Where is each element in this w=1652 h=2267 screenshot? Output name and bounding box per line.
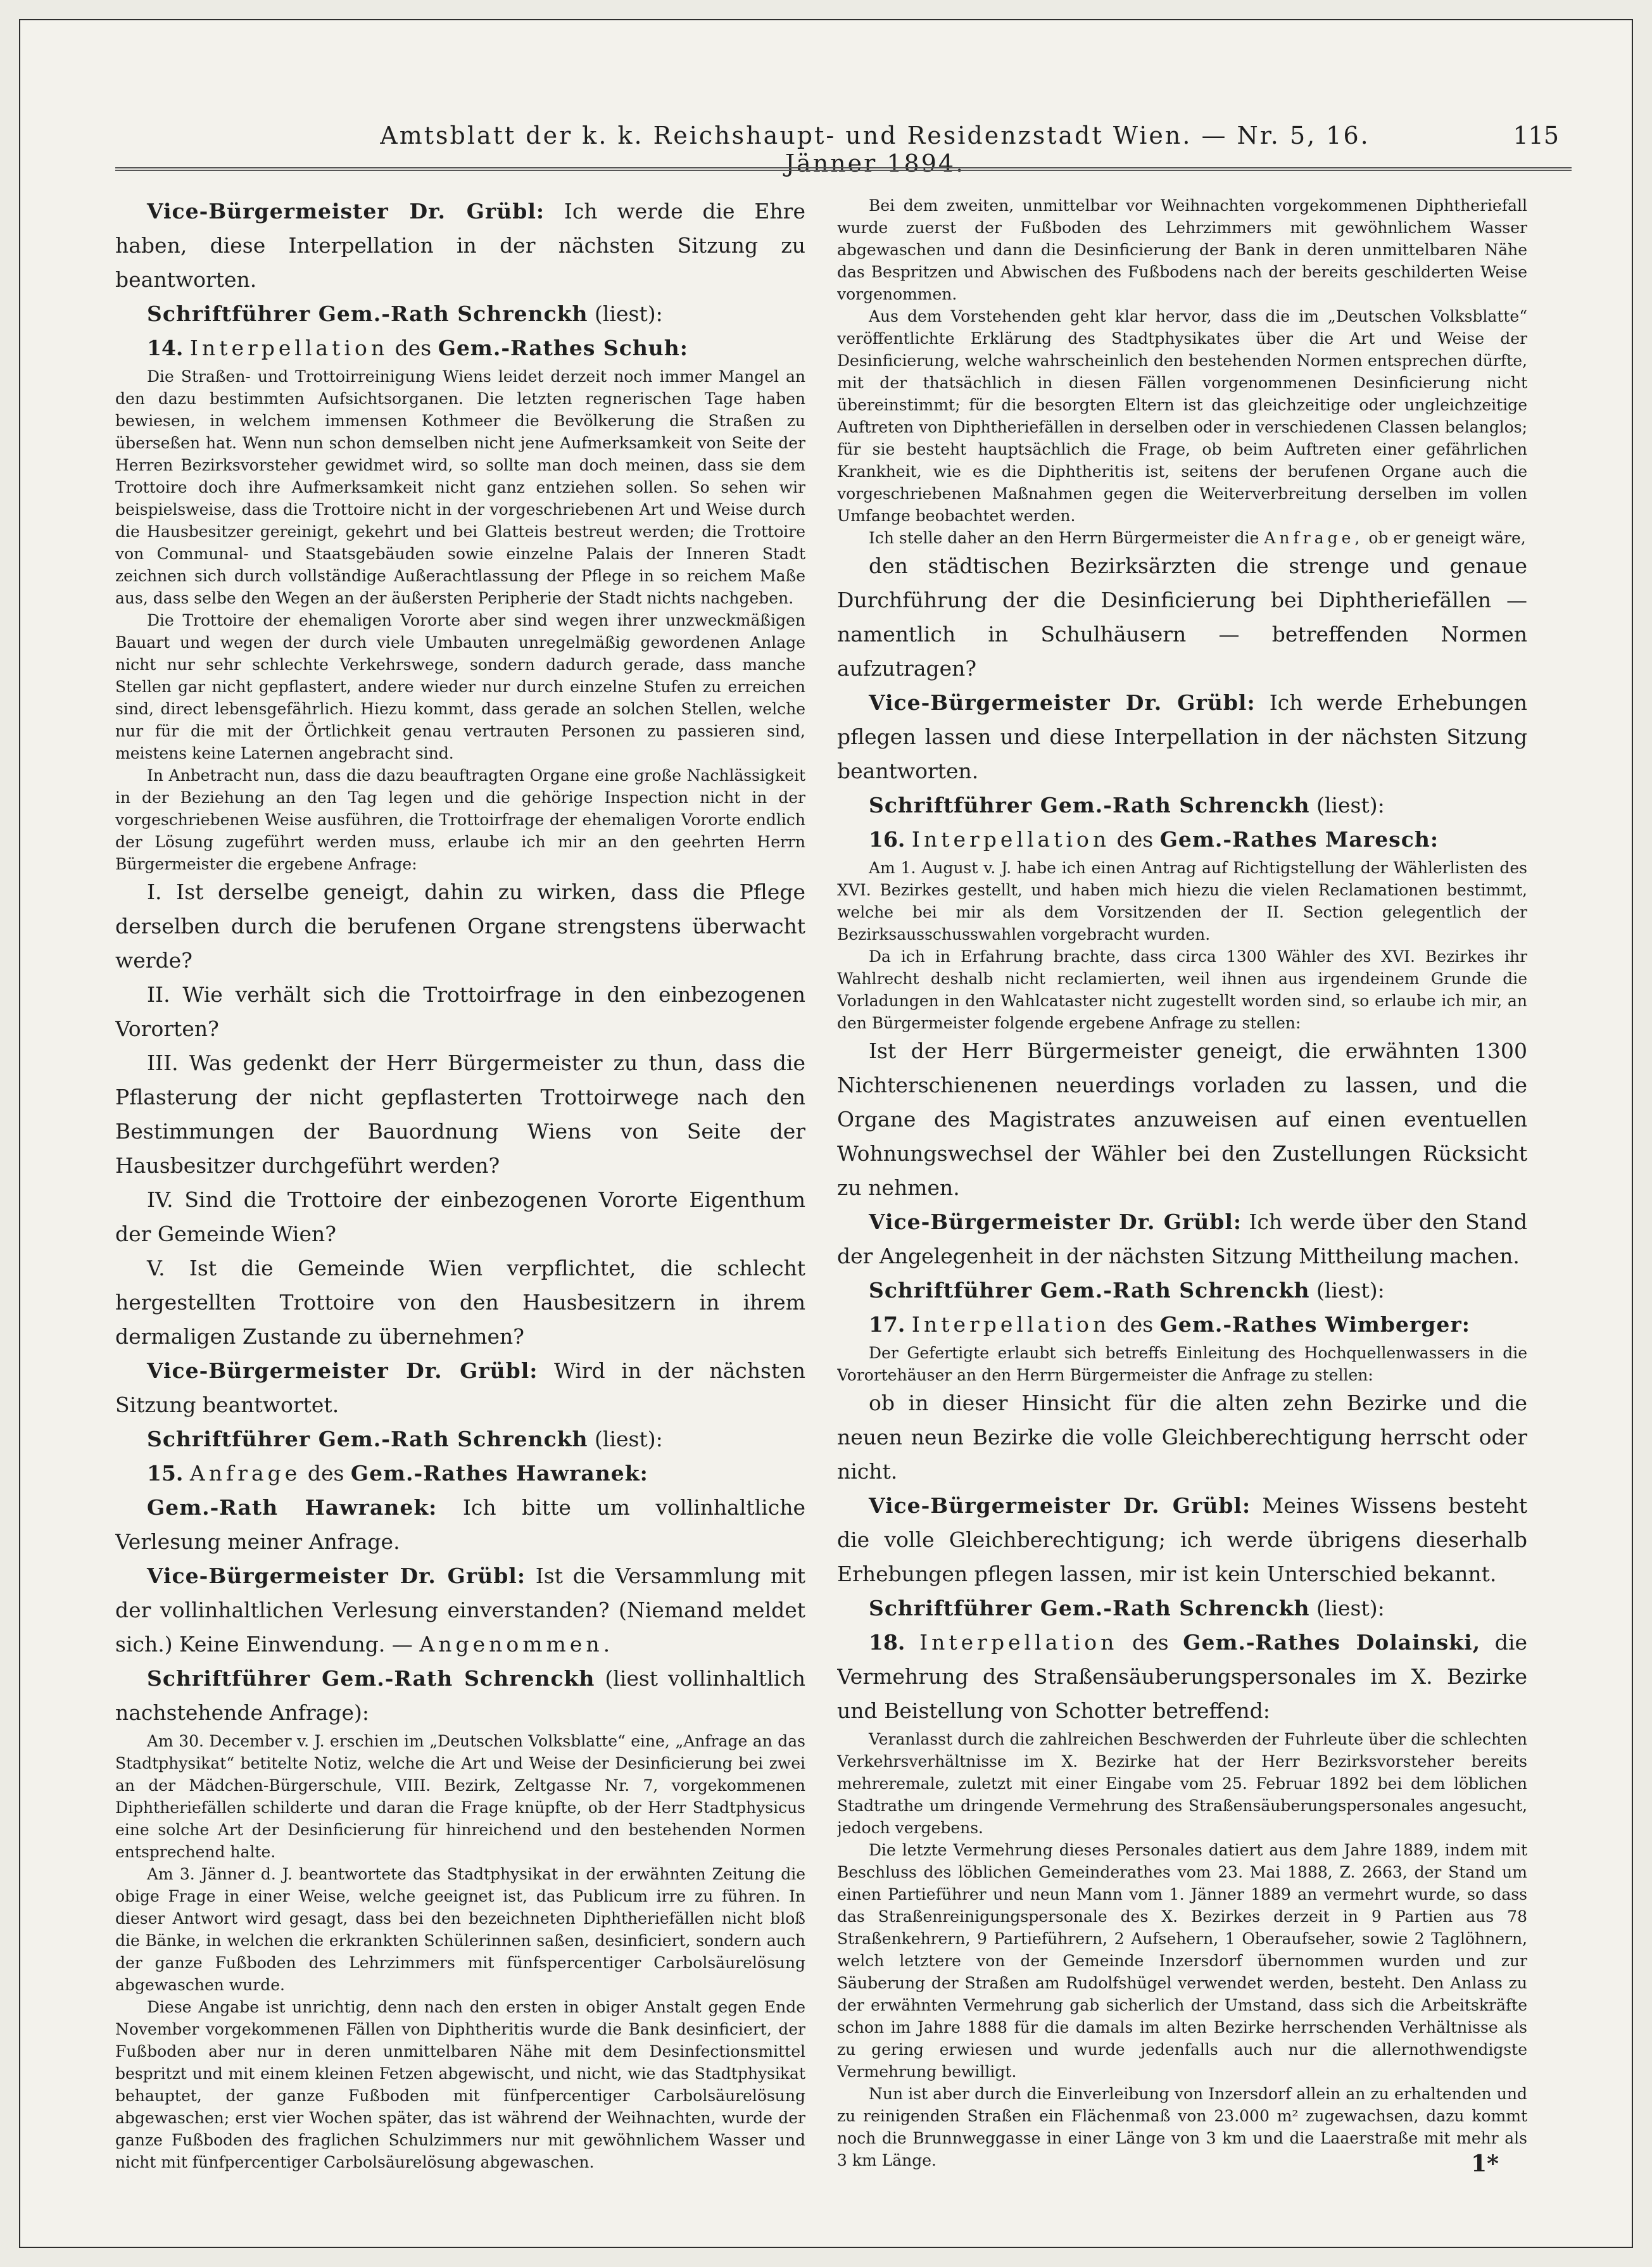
speaker: Schriftführer Gem.-Rath Schrenckh [869, 793, 1310, 818]
paragraph: Schriftführer Gem.-Rath Schrenckh (liest): [869, 793, 1385, 818]
body-text: Der Gefertigte erlaubt sich betreffs Einleitung des Hochquellenwassers in die Vorortehäuser an den Herrn Bürgermeister die Anfrage zu stellen: [837, 1344, 1527, 1384]
paragraph: Schriftführer Gem.-Rath Schrenckh (liest): [147, 301, 663, 326]
paragraph: Gem.-Rath Hawranek: Ich bitte um vollinhaltliche Verlesung meiner Anfrage. [115, 1495, 805, 1554]
newspaper-page [19, 19, 1633, 2248]
body-text: In Anbetracht nun, dass die dazu beauftragten Organe eine große Nachlässigkeit in der Beziehung an den Tag legen und die gehörige Inspection nicht in der vorgeschriebenen Weise ausführen, die Trottoirfrage der ehemaligen Vororte endlich der Lösung zugeführt werden muss, erlaube ich mir an den geehrten Herrn Bürgermeister die ergebene Anfrage: [115, 766, 805, 873]
section-heading-14: 14. Interpellation des Gem.-Rathes Schuh: [147, 336, 688, 360]
question: II. Wie verhält sich die Trottoirfrage in den einbezogenen Vororten? [115, 982, 805, 1041]
speaker: Schriftführer Gem.-Rath Schrenckh [869, 1596, 1310, 1620]
paragraph: Schriftführer Gem.-Rath Schrenckh (liest vollinhaltlich nachstehende Anfrage): [115, 1666, 805, 1725]
request-text: ob in dieser Hinsicht für die alten zehn Bezirke und die neuen neun Bezirke die volle Gleichberechtigung herrscht oder nicht. [837, 1391, 1527, 1484]
header-rule [115, 167, 1572, 171]
page-header [115, 122, 1572, 177]
speaker: Schriftführer Gem.-Rath Schrenckh [147, 301, 588, 326]
paragraph: Vice-Bürgermeister Dr. Grübl: Ist die Versammlung mit der vollinhaltlichen Verlesung einverstanden? (Niemand meldet sich.) Keine Einwendung. — Angenommen. [115, 1563, 805, 1657]
paragraph: Vice-Bürgermeister Dr. Grübl: Wird in der nächsten Sitzung beantwortet. [115, 1358, 805, 1417]
paragraph: Schriftführer Gem.-Rath Schrenckh (liest): [147, 1427, 663, 1451]
speaker: Vice-Bürgermeister Dr. Grübl: [147, 1358, 538, 1383]
speaker: Schriftführer Gem.-Rath Schrenckh [147, 1427, 588, 1451]
body-text: Da ich in Erfahrung brachte, dass circa 1300 Wähler des XVI. Bezirkes ihr Wahlrecht deshalb nicht reclamierten, weil ihnen aus irgendeinem Grunde die Vorladungen in den Wahlcataster nicht zugestellt worden sind, so erlaube ich mir, an den Bürgermeister folgende ergebene Anfrage zu stellen: [837, 947, 1527, 1032]
body-text: Am 1. August v. J. habe ich einen Antrag auf Richtigstellung der Wählerlisten des XVI. Bezirkes gestellt, und haben mich hiezu die vielen Reclamationen bestimmt, welche bei mir als dem Vorsitzenden der II. Section gelegentlich der Bezirksausschusswahlen vorgebracht wurden. [837, 859, 1527, 944]
signature-mark: 1* [1471, 2150, 1499, 2177]
speaker: Vice-Bürgermeister Dr. Grübl: [147, 199, 545, 224]
section-heading-18: 18. Interpellation des Gem.-Rathes Dolainski, die Vermehrung des Straßensäuberungspersonales im X. Bezirke und Beistellung von Schotter betreffend: [837, 1630, 1527, 1723]
request-text: den städtischen Bezirksärzten die strenge und genaue Durchführung der die Desinficierung bei Diphtheriefällen — namentlich in Schulhäusern — betreffenden Normen aufzutragen? [837, 553, 1527, 681]
speaker: Schriftführer Gem.-Rath Schrenckh [147, 1666, 595, 1691]
speaker: Schriftführer Gem.-Rath Schrenckh [869, 1278, 1310, 1303]
body-text: Bei dem zweiten, unmittelbar vor Weihnachten vorgekommenen Diphtheriefall wurde zuerst der Fußboden des Lehrzimmers mit gewöhnlichem Wasser abgewaschen und dann die Desinficierung der Bank in deren unmittelbaren Nähe das Bespritzen und Abwischen des Fußbodens nach der bereits geschilderten Weise vorgenommen. [837, 196, 1527, 303]
paragraph: Vice-Bürgermeister Dr. Grübl: Meines Wissens besteht die volle Gleichberechtigung; ich werde übrigens dieserhalb Erhebungen pflegen lassen, mir ist kein Unterschied bekannt. [837, 1493, 1527, 1586]
question: I. Ist derselbe geneigt, dahin zu wirken, dass die Pflege derselben durch die berufenen Organe strengstens überwacht werde? [115, 880, 805, 973]
paragraph: Schriftführer Gem.-Rath Schrenckh (liest): [869, 1596, 1385, 1620]
right-column [837, 194, 1527, 2183]
question: IV. Sind die Trottoire der einbezogenen Vororte Eigenthum der Gemeinde Wien? [115, 1187, 805, 1246]
left-column [115, 194, 805, 2183]
page-number: 115 [1513, 122, 1559, 149]
section-heading-17: 17. Interpellation des Gem.-Rathes Wimberger: [869, 1312, 1470, 1337]
question: III. Was gedenkt der Herr Bürgermeister zu thun, dass die Pflasterung der nicht gepflasterten Trottoirwege nach den Bestimmungen der Bauordnung Wiens von Seite der Hausbesitzer durchgeführt werden? [115, 1051, 805, 1178]
body-text: Diese Angabe ist unrichtig, denn nach den ersten in obiger Anstalt gegen Ende November vorgekommenen Fällen von Diphtheritis wurde die Bank desinficiert, der Fußboden aber nur in deren unmittelbaren Nähe mit dem Desinfectionsmittel bespritzt und mit einem kleinen Fetzen abgewischt, und nicht, wie das Stadtphysikat behauptet, der ganze Fußboden mit fünfpercentiger Carbolsäurelösung abgewaschen; erst vier Wochen später, das ist während der Weihnachten, wurde der ganze Fußboden des fraglichen Schulzimmers nur mit gewöhnlichem Wasser und nicht mit fünfpercentiger Carbolsäurelösung abgewaschen. [115, 1998, 805, 2171]
speaker: Gem.-Rath Hawranek: [147, 1495, 438, 1520]
request-text: Ist der Herr Bürgermeister geneigt, die erwähnten 1300 Nichterschienenen neuerdings vorladen zu lassen, und die Organe des Magistrates anzuweisen auf einen eventuellen Wohnungswechsel der Wähler bei den Zustellungen Rücksicht zu nehmen. [837, 1039, 1527, 1200]
body-text: Die Straßen- und Trottoirreinigung Wiens leidet derzeit noch immer Mangel an den dazu bestimmten Aufsichtsorganen. Die letzten regnerischen Tage haben bewiesen, in welchem immensen Kothmeer die Bevölkerung die Straßen zu überseßen hat. Wenn nun schon demselben nicht jene Aufmerksamkeit von Seite der Herren Bezirksvorsteher gewidmet wird, so sollte man doch meinen, dass sie dem Trottoire doch ihre Aufmerksamkeit nicht ganz entziehen sollen. So sehen wir beispielsweise, dass die Trottoire nicht in der vorgeschriebenen Art und Weise durch die Hausbesitzer gereinigt, gekehrt und bei Glatteis bestreut werden; die Trottoire von Communal- und Staatsgebäuden sowie einzelne Palais der Inneren Stadt zeichnen sich durch vollständige Außerachtlassung der Pflege in so reichem Maße aus, dass selbe den Wegen an der äußersten Peripherie der Stadt nichts nachgeben. [115, 367, 805, 607]
speaker: Vice-Bürgermeister Dr. Grübl: [869, 690, 1256, 715]
body-text: Am 30. December v. J. erschien im „Deutschen Volksblatte“ eine, „Anfrage an das Stadtphysikat“ betitelte Notiz, welche die Art und Weise der Desinficierung bei zwei an der Mädchen-Bürgerschule, VIII. Bezirk, Zeltgasse Nr. 7, vorgekommenen Diphtheriefällen schilderte und daran die Frage knüpfte, ob der Herr Stadtphysicus eine solche Art der Desinficierung für hinreichend und den bestehenden Normen entsprechend halte. [115, 1732, 805, 1861]
speaker: Vice-Bürgermeister Dr. Grübl: [869, 1209, 1242, 1234]
body-text: Aus dem Vorstehenden geht klar hervor, dass die im „Deutschen Volksblatte“ veröffentlichte Erklärung des Stadtphysikates über die Art und Weise der Desinficierung, welche wahrscheinlich den bestehenden Normen entsprechen dürfte, mit der thatsächlich in diesen Fällen vorgenommenen Desinficierung nicht übereinstimmt; für die besorgten Eltern ist das gleichzeitige oder ungleichzeitige Auftreten von Diphtheriefällen in derselben oder in verschiedenen Classen belanglos; für sie besteht hauptsächlich die Frage, ob beim Auftreten einer gefährlichen Krankheit, wie es die Diphtheritis ist, seitens der berufenen Organe auch die vorgeschriebenen Maßnahmen gegen die Weiterverbreitung derselben im vollen Umfange beobachtet werden. [837, 307, 1527, 525]
header-title: Amtsblatt der k. k. Reichshaupt- und Residenzstadt Wien. — Nr. 5, 16. Jänner 1894. [380, 122, 1370, 177]
body-text: Am 3. Jänner d. J. beantwortete das Stadtphysikat in der erwähnten Zeitung die obige Frage in einer Weise, welche geeignet ist, das Publicum irre zu führen. In dieser Antwort wird gesagt, dass bei den bezeichneten Diphtheriefällen nicht bloß die Bänke, in welchen die erkrankten Schülerinnen saßen, desinficiert, sondern auch der ganze Fußboden des Lehrzimmers mit fünfspercentiger Carbolsäurelösung abgewaschen wurde. [115, 1865, 805, 1994]
section-heading-15: 15. Anfrage des Gem.-Rathes Hawranek: [147, 1461, 648, 1486]
question: V. Ist die Gemeinde Wien verpflichtet, die schlecht hergestellten Trottoire von den Hausbesitzern in ihrem dermaligen Zustande zu übernehmen? [115, 1256, 805, 1349]
body-text: Nun ist aber durch die Einverleibung von Inzersdorf allein an zu erhaltenden und zu reinigenden Straßen ein Flächenmaß von 23.000 m² zugewachsen, dazu kommt noch die Brunnweggasse in einer Länge von 3 km und die Laaerstraße mit mehr als 3 km Länge. [837, 2085, 1527, 2169]
speaker: Vice-Bürgermeister Dr. Grübl: [147, 1563, 526, 1588]
body-text: Die Trottoire der ehemaligen Vororte aber sind wegen ihrer unzweckmäßigen Bauart und wegen der durch viele Umbauten unregelmäßig gewordenen Anlage nicht nur sehr schlechte Verkehrswege, sondern dadurch gerade, dass manche Stellen gar nicht gepflastert, andere wieder nur durch einzelne Stufen zu erreichen sind, direct lebensgefährlich. Hiezu kommt, dass gerade an solchen Stellen, welche nur für die mit der Örtlichkeit genau vertrauten Personen zu passieren sind, meistens keine Laternen angebracht sind. [115, 611, 805, 762]
body-text: Die letzte Vermehrung dieses Personales datiert aus dem Jahre 1889, indem mit Beschluss des löblichen Gemeinderathes vom 23. Mai 1888, Z. 2663, der Stand um einen Partieführer und neun Mann vom 1. Jänner 1889 an vermehrt wurde, so dass das Straßenreinigungspersonale des X. Bezirkes derzeit in 9 Partien aus 78 Straßenkehrern, 9 Partieführern, 2 Aufsehern, 1 Oberaufseher, sowie 2 Taglöhnern, welch letztere von der Gemeinde Inzersdorf übernommen wurden und zur Säuberung der Straßen am Rudolfshügel verwendet werden, besteht. Den Anlass zu der erwähnten Vermehrung gab sicherlich der Umstand, dass sich die Arbeitskräfte schon im Jahre 1888 für die damals im alten Bezirke herrschenden Verhältnisse als zu gering erwiesen und wurde jedenfalls auch nur die allernothwendigste Vermehrung bewilligt. [837, 1841, 1527, 2081]
speaker: Vice-Bürgermeister Dr. Grübl: [869, 1493, 1251, 1518]
paragraph: Vice-Bürgermeister Dr. Grübl: Ich werde Erhebungen pflegen lassen und diese Interpellation in der nächsten Sitzung beantworten. [837, 690, 1527, 783]
body-text: Ich stelle daher an den Herrn Bürgermeister die Anfrage, ob er geneigt wäre, [869, 529, 1526, 547]
paragraph: Schriftführer Gem.-Rath Schrenckh (liest): [869, 1278, 1385, 1303]
body-text: Veranlasst durch die zahlreichen Beschwerden der Fuhrleute über die schlechten Verkehrsverhältnisse im X. Bezirke hat der Herr Bezirksvorsteher bereits mehreremale, zuletzt mit einer Eingabe vom 25. Februar 1892 bei dem löblichen Stadtrathe um dringende Vermehrung des Straßensäuberungspersonales angesucht, jedoch vergebens. [837, 1730, 1527, 1837]
paragraph: Vice-Bürgermeister Dr. Grübl: Ich werde über den Stand der Angelegenheit in der nächsten Sitzung Mittheilung machen. [837, 1209, 1527, 1268]
section-heading-16: 16. Interpellation des Gem.-Rathes Maresch: [869, 827, 1439, 852]
paragraph: Vice-Bürgermeister Dr. Grübl: Ich werde die Ehre haben, diese Interpellation in der nächsten Sitzung zu beantworten. [115, 199, 805, 292]
